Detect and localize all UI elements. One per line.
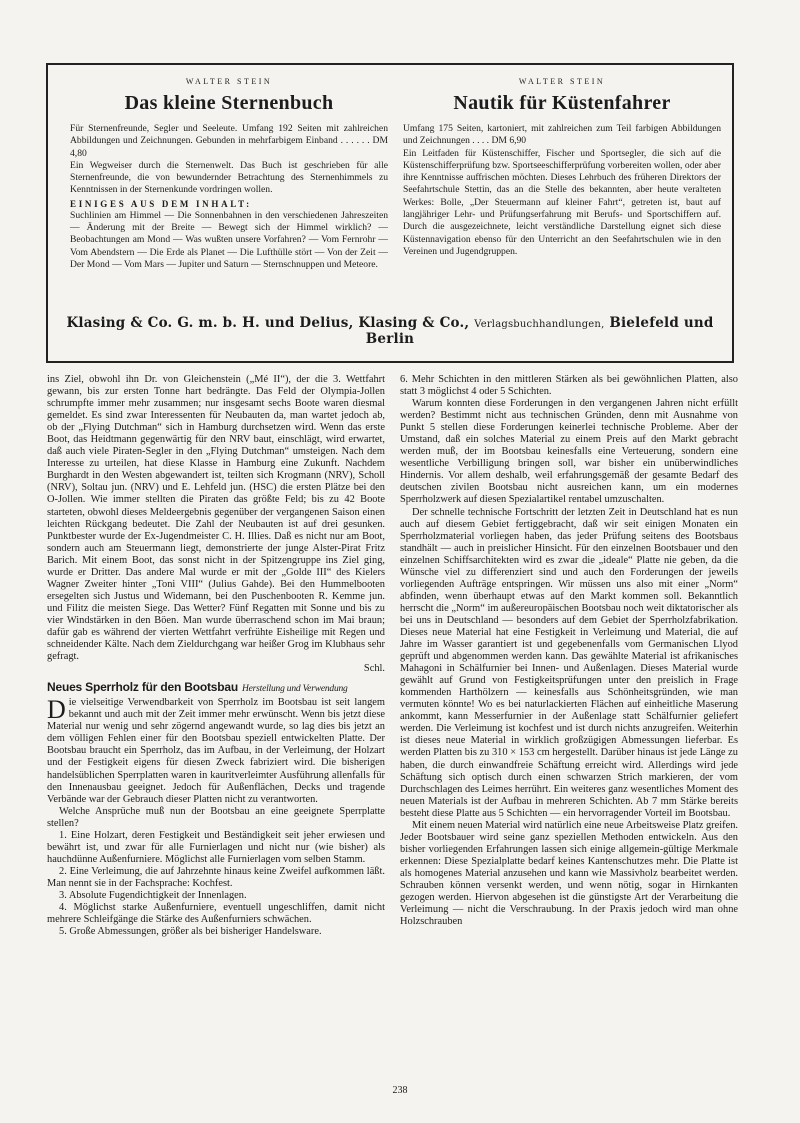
article-subtitle: Herstellung und Verwendung — [241, 684, 348, 695]
ad-author: WALTER STEIN — [518, 77, 606, 86]
paragraph: Welche Ansprüche muß nun der Bootsbau an eine geeignete Sperrplatte stellen? — [47, 805, 385, 829]
paragraph: 3. Absolute Fugendichtigkeit der Innenlagen. — [59, 889, 247, 901]
ad-description: Ein Wegweiser durch die Sternenwelt. Das Buch ist geschrieben für alle Sternenfreunde, die von bewundernder Betrachtung des Sternenhimmels zu Kenntnissen in der Sternenkunde vordringen wollen. — [70, 159, 388, 196]
paragraph: Der schnelle technische Fortschritt der letzten Zeit in Deutschland hat es nun auch auf diesem Gebiet fertiggebracht, daß wir seit einigen Monaten ein Sperrholzmaterial vorliegen haben, das jeder Prüfung seitens des Bootsbaus standhält — auch in preislicher Hinsicht. Für den einzelnen Bootsbauer und den einzelnen Schiffsarchitekten wird es zwar die „ideale“ Platte nie geben, da die Wünsche viel zu differenziert sind und auch den Forderungen der jeweils vorliegenden Aufträge entspringen. Wir müssen uns also mit einer „Norm“ abfinden, wenn überhaupt etwas auf den Markt kommen soll. Bekanntlich herrscht die „Norm“ im außereuropäischen Bootsbau noch weit diktatorischer als bei uns in Deutschland — besonders auf dem Gebiet der Sperrholzfabrikation. Dieses neue Material hat eine Festigkeit in Verleimung und Material, die auf Jahre im Wasser garantiert ist und gegebenenfalls vom Germanischen Llyod geprüft und abgenommen werden kann. Das gewählte Material ist afrikanisches Mahagoni in Schälfurnier bei Innen- und Außenlagen. Dieses Material wurde gewählt auf Grund von Festigkeitsprüfungen unter den preislich in Frage kommenden Harthölzern — keinesfalls aus Schönheitsgründen, wie man vermuten könnte! Wo es bei naturlackierten Flächen auf einheitliche Maserung ankommt, kann Messerfurnier in der Außenlage statt Schälfurnier geliefert werden. Die Verleimung ist kochfest und ist durch nichts anzugreifen. Weiterhin ist dieses neue Material in wirklich großzügigen Abmessungen lieferbar. Es werden Platten bis zu 310 × 153 cm hergestellt. Darüber hinaus ist jede Länge zu haben, die durch einwandfreie Schäftung erreicht wird. Allerdings wird jede Schäftung sich optisch durch einen schwarzen Strich markieren, der vom Durchschlagen des Leimes herrührt. Ein weiteres ganz wesentliches Moment des neuen Materials ist der Aufbau in mehreren Schichten. Ab 7 mm Stärke bereits besteht diese Platte aus 5 Schichten — ein hervorragender Vorteil im Bootsbau. — [400, 506, 738, 819]
paragraph: 4. Möglichst starke Außenfurniere, eventuell ungeschliffen, damit nicht mehrere Schleifgänge die Stärke des Außenfurniers schwächen. — [47, 902, 385, 926]
paragraph — [47, 697, 385, 805]
ad-author: WALTER STEIN — [185, 77, 273, 86]
ad-book-title: Nautik für Küstenfahrer — [453, 92, 671, 114]
ad-description: Umfang 175 Seiten, kartoniert, mit zahlreichen zum Teil farbigen Abbildungen und Zeichnungen . . . . DM 6,90 — [403, 123, 721, 147]
author-signature: Schl. — [363, 663, 385, 675]
paragraph-text: ie vielseitige Verwendbarkeit von Sperrholz im Bootsbau ist seit langem bekannt und auch mit der Zeit immer mehr erwünscht. Wenn bis jetzt diese Material nur wenig und sehr zögernd angewandt wurde, so lag dies bis jetzt an dem völligen Fehlen einer für den Bootsbau speziell entwickelten Platte. Der Bootsbau braucht ein Sperrholz, das im Aufbau, in der Verleimung, der Holzart und der Festigkeit eigens für diesen Zweck fabriziert wird. Die bisherigen handelsüblichen Sperrplatten waren in kauritverleimter Ausführung allenfalls für den Innenausbau geeignet. Jedoch für Außenflächen, Decks und tragende Verbände war der Gebrauch dieser Platten nicht zu verantworten. — [47, 697, 385, 805]
advertisement-box — [46, 63, 734, 363]
drop-cap: D — [47, 695, 66, 725]
publisher-names: Klasing & Co. G. m. b. H. und Delius, Klasing & Co., — [66, 315, 470, 331]
page-number: 238 — [392, 1085, 408, 1096]
paragraph: 2. Eine Verleimung, die auf Jahrzehnte hinaus keine Zweifel aufkommen läßt. Man nennt sie in der Fachsprache: Kochfest. — [47, 865, 385, 889]
paragraph: 5. Große Abmessungen, größer als bei bisheriger Handelsware. — [59, 926, 322, 938]
right-column — [400, 374, 738, 928]
ad-sternenbuch — [70, 77, 388, 271]
ad-description: Für Sternenfreunde, Segler und Seeleute. Umfang 192 Seiten mit zahlreichen Abbildungen und Zeichnungen. Gebunden in mehrfarbigem Einband . . . . . . DM 4,80 — [70, 123, 388, 159]
publisher-type: Verlagsbuchhandlungen, — [474, 319, 605, 330]
paragraph: 1. Eine Holzart, deren Festigkeit und Beständigkeit seit jeher erwiesen und bewährt ist, und zwar für alle Furnierlagen und nicht nur (wie bisher) als hauchdünne Außenfurniere. Möglichst alle Furnierlagen vom selben Stamm. — [47, 829, 385, 865]
left-column — [47, 374, 385, 938]
paragraph: 6. Mehr Schichten in den mittleren Stärken als bei gewöhnlichen Platten, also statt 3 möglichst 4 oder 5 Schichten. — [400, 374, 738, 398]
article-heading — [47, 681, 385, 695]
paragraph: ins Ziel, obwohl ihn Dr. von Gleichenstein („Mé II“), der die 3. Wettfahrt gewann, bis zur ersten Tonne hart bedrängte. Das Feld der Olympia-Jollen schrumpfte immer mehr zusammen; nur insgesamt sechs Boote waren diesmal gemeldet. Es sind zwar Interessenten für Neubauten da, man wartet jedoch ab, ob der „Flying Dutchman“ sich in Hamburg durchsetzen wird. Wenn das erste Boot, das Heidtmann gegenwärtig für den NRV baut, einschlägt, wird erwartet, daß auch viele Piraten-Segler in den „Flying Dutchman“ umsteigen. Nach dem Interesse zu urteilen, hat diese Klasse in Hamburg eine Zukunft. Nachdem Burghardt in den Westen abgewandert ist, teilten sich Krogmann (NRV), Scholl (NRV), Soltau jun. (NRV) und E. Lehfeld jun. (HSC) die ersten Plätze bei den O-Jollen. Wie immer stellten die Piraten das größte Feld; bis zu 42 Boote starteten, obwohl dieses Meldeergebnis gegenüber der vergangenen Saison einen leichten Rückgang bedeutet. Die Zahl der Neubauten ist auf drei gesunken. Punktbester wurde der Ex-Jugendmeister C. H. Illies. Daß es nicht nur am Boot, sondern auch am Steuermann liegt, demonstrierte der junge Alster-Pirat Fritz Barich. Mit einem Boot, das sonst nicht in der Spitzengruppe ins Ziel ging, wurde er Dritter. Das andere Mal wurde er mit der „Golde III“ des Kielers Wagner Zweiter hinter „Toni VIII“ (Julius Gahde). Bei den Hummelbooten ersegelten sich Justus und Widemann, bei den Puschenbooten R. Kemme jun. und Filitz die meisten Siege. Das Wetter? Fünf Regatten mit Sonne und bis zu vier Windstärken in den Böen. Man wurde überraschend schon im Mai braun; dafür gab es während der vierten Wettfahrt verfrühte Eisheilige mit Regen und schneidender Kälte. Nach dem Zieldurchgang war heißer Grog im Klubhaus sehr gefragt. — [47, 374, 385, 663]
ad-publisher-line — [48, 315, 732, 347]
ad-nautik — [403, 77, 721, 258]
article-title: Neues Sperrholz für den Bootsbau — [47, 680, 238, 695]
publisher-city: Bielefeld und Berlin — [365, 315, 714, 347]
ad-contents-heading: EINIGES AUS DEM INHALT: — [70, 198, 252, 209]
ad-description: Ein Leitfaden für Küstenschiffer, Fischer und Sportsegler, die sich auf die Küstenschifferprüfung bzw. Sportseeschifferprüfung vorbereiten wollen, oder aber ihre Kenntnisse auffrischen möchten. Dieses Lehrbuch des früheren Direktors der Seefahrtschule Stettin, das an die Stelle des bekannten, aber heute veralteten Werkes: Bolle, „Der Steuermann auf kleiner Fahrt“, getreten ist, baut auf langjähriger Lehr- und Prüfungserfahrung mit Berufs- und Sportschiffern auf. Durch die ausgezeichnete, leicht verständliche Darstellung eignet sich diese Küstennavigation ebenso für den Unterricht an den Seefahrtschulen wie in den Vereinen und Jugendgruppen. — [403, 147, 721, 257]
paragraph: Warum konnten diese Forderungen in den vergangenen Jahren nicht erfüllt werden? Bestimmt nicht aus technischen Gründen, denn mit Ausnahme von Punkt 5 stellen diese Forderungen keinerlei technische Probleme. Aber der Umstand, daß ein solches Material zu einem Preis auf den Markt gebracht werden muß, der im Bootsbau keinesfalls eine Verteuerung, sondern eine wesentliche Verbilligung bringen soll, war bisher ein unüberwindliches Hindernis. Vor allem deshalb, weil erfahrungsgemäß der gesamte Bedarf des deutschen zivilen Bootsbau nicht ausreichen kann, um ein modernes Sperrholzwerk auf diesen Spezialartikel rentabel umzuschalten. — [400, 398, 738, 506]
paragraph: Mit einem neuen Material wird natürlich eine neue Arbeitsweise Platz greifen. Jeder Bootsbauer wird seine ganz speziellen Methoden entwickeln. Aus den bisher vorliegenden Erfahrungen lassen sich einige allgemein-gültige Merkmale erkennen: Diese Spezialplatte bedarf keines Kantenschutzes mehr. Die Platte ist als homogenes Material anzusehen und kann wie Massivholz bearbeitet werden. Schrauben können versenkt werden, und wenn nötig, sogar in Hirnkanten gezogen werden. Hiervon abgesehen ist die günstigste Art der Verarbeitung die Verleimung — nicht die Verschraubung. In der Praxis jedoch wird man ohne Holzschrauben — [400, 819, 738, 928]
ad-contents: Suchlinien am Himmel — Die Sonnenbahnen in den verschiedenen Jahreszeiten — Änderung mit der Breite — Bewegt sich der Himmel wirklich? — Beobachtungen am Mond — Was wußten unsere Vorfahren? — Vom Fernrohr — Vom Abendstern — Die Erde als Planet — Die Lufthülle stört — Von der Zeit — Der Mond — Vom Mars — Jupiter und Saturn — Sternschnuppen und Meteore. — [70, 209, 388, 270]
ad-book-title: Das kleine Sternenbuch — [124, 92, 334, 114]
